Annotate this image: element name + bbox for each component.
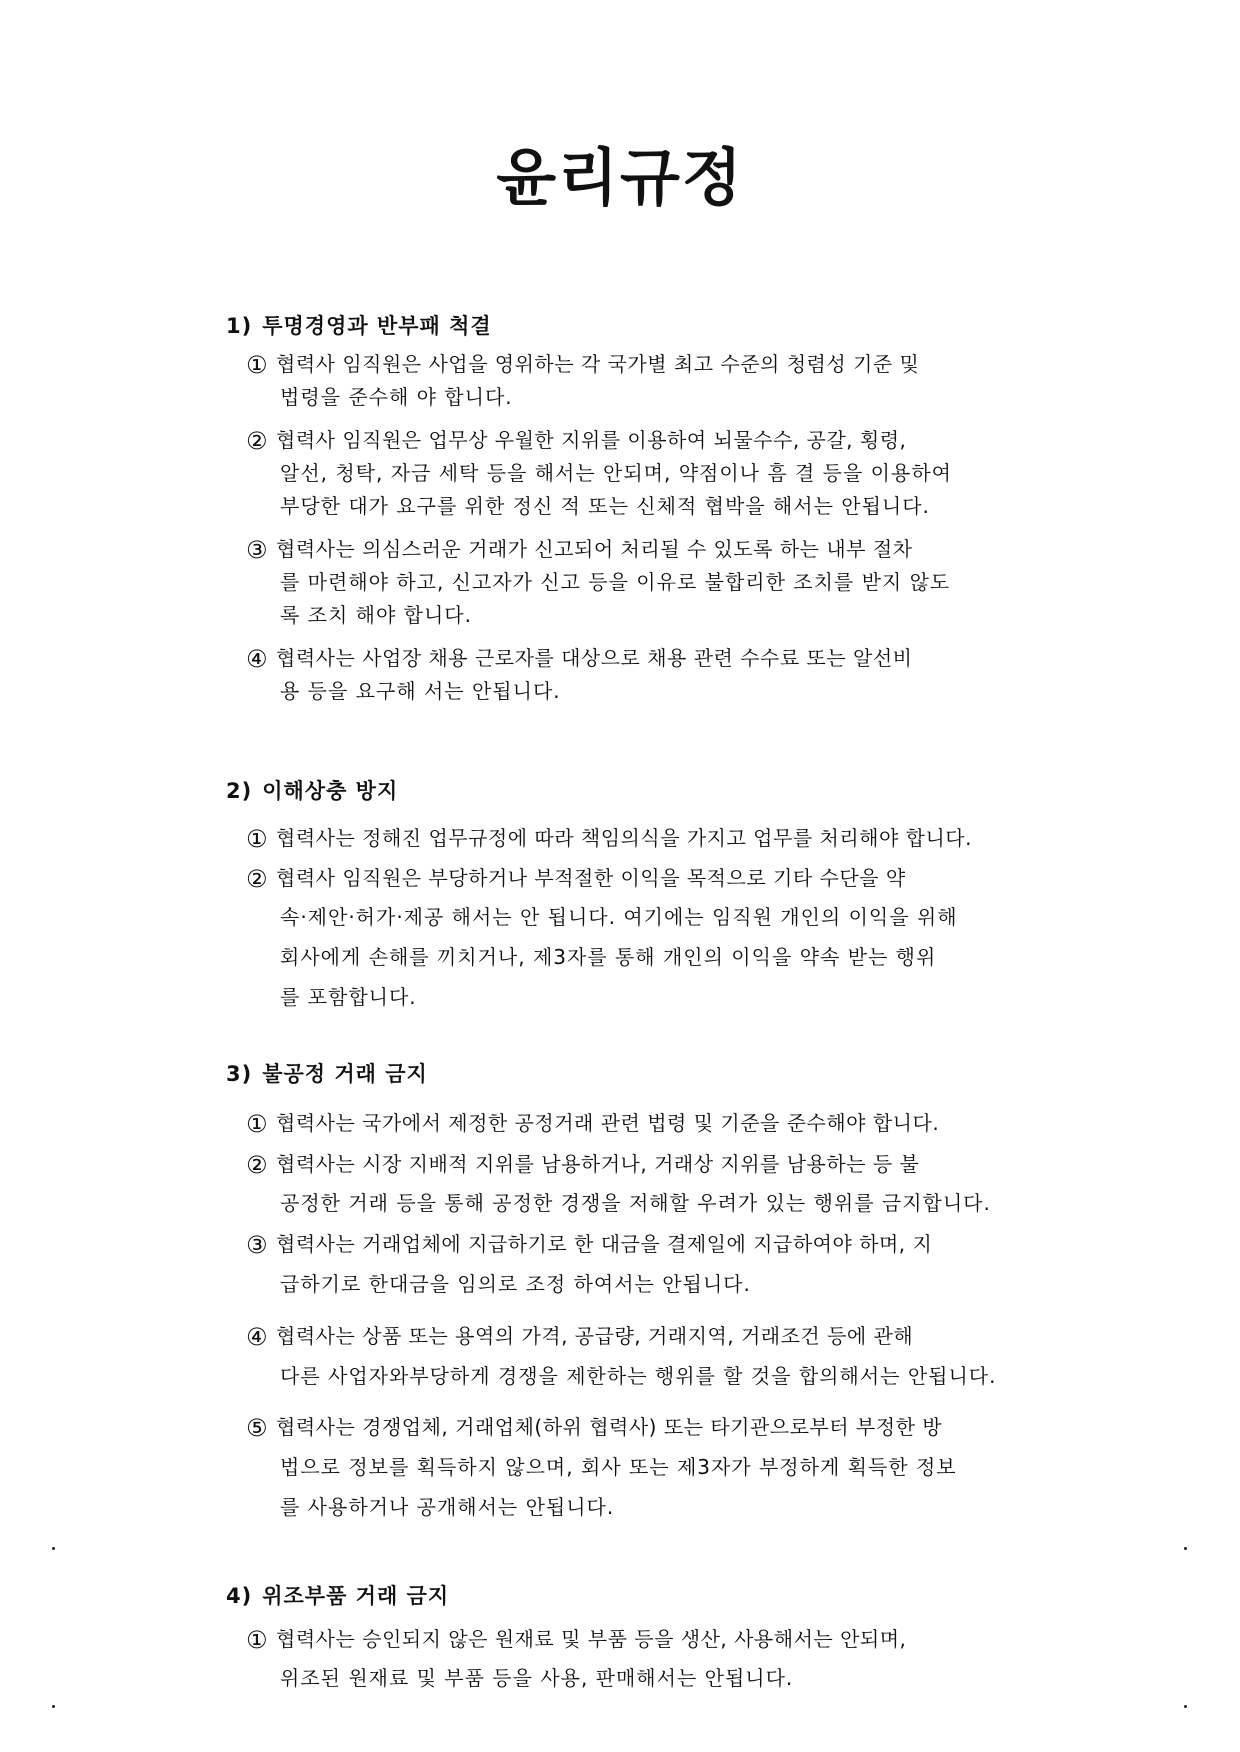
item-marker: ④ xyxy=(246,645,269,673)
section-title: 이해상충 방지 xyxy=(262,778,399,803)
section-number: 4) xyxy=(226,1584,253,1608)
item-marker: ② xyxy=(246,865,269,893)
item-line: 다른 사업자와부당하게 경쟁을 제한하는 행위를 할 것을 합의해서는 안됩니다. xyxy=(280,1364,997,1388)
item-marker: ② xyxy=(246,1151,269,1179)
list-item xyxy=(246,1320,1036,1351)
item-marker: ④ xyxy=(246,1323,269,1351)
item-marker: ① xyxy=(246,825,269,853)
item-line: 법령을 준수해 야 합니다. xyxy=(280,385,513,409)
item-marker: ② xyxy=(246,427,269,455)
page-title: 윤리규정 xyxy=(496,141,744,214)
section-title: 위조부품 거래 금지 xyxy=(262,1583,450,1608)
list-item xyxy=(246,424,1036,455)
list-item xyxy=(246,642,1036,673)
corner-mark xyxy=(52,1705,55,1708)
item-line: 속·제안·허가·제공 해서는 안 됩니다. 여기에는 임직원 개인의 이익을 위해 xyxy=(280,905,958,929)
item-line: 협력사는 시장 지배적 지위를 남용하거나, 거래상 지위를 남용하는 등 불 xyxy=(276,1152,920,1176)
item-line: 협력사 임직원은 업무상 우월한 지위를 이용하여 뇌물수수, 공갈, 횡령, xyxy=(276,428,907,452)
list-item xyxy=(246,533,1036,564)
corner-mark xyxy=(52,1547,55,1550)
item-line: 협력사는 사업장 채용 근로자를 대상으로 채용 관련 수수료 또는 알선비 xyxy=(276,646,913,670)
item-line: 협력사는 정해진 업무규정에 따라 책임의식을 가지고 업무를 처리해야 합니다. xyxy=(276,826,972,850)
item-line: 공정한 거래 등을 통해 공정한 경쟁을 저해할 우려가 있는 행위를 금지합니다. xyxy=(280,1191,991,1215)
item-line: 법으로 정보를 획득하지 않으며, 회사 또는 제3자가 부정하게 획득한 정보 xyxy=(280,1455,957,1479)
list-item xyxy=(246,1107,1036,1138)
item-marker: ① xyxy=(246,1626,269,1654)
item-line: 협력사는 경쟁업체, 거래업체(하위 협력사) 또는 타기관으로부터 부정한 방 xyxy=(276,1415,943,1439)
list-item xyxy=(246,862,1036,893)
item-marker: ③ xyxy=(246,1231,269,1259)
section-heading-2 xyxy=(226,775,398,805)
section-heading-4 xyxy=(226,1580,449,1610)
item-line: 부당한 대가 요구를 위한 정신 적 또는 신체적 협박을 해서는 안됩니다. xyxy=(280,494,930,518)
item-line: 를 마련해야 하고, 신고자가 신고 등을 이유로 불합리한 조치를 받지 않도 xyxy=(280,570,951,594)
section-number: 3) xyxy=(226,1062,253,1086)
item-line: 위조된 원재료 및 부품 등을 사용, 판매해서는 안됩니다. xyxy=(280,1666,794,1690)
corner-mark xyxy=(1184,1705,1187,1708)
section-title: 투명경영과 반부패 척결 xyxy=(262,313,492,338)
item-line: 협력사는 상품 또는 용역의 가격, 공급량, 거래지역, 거래조건 등에 관해 xyxy=(276,1324,914,1348)
item-line: 협력사는 국가에서 제정한 공정거래 관련 법령 및 기준을 준수해야 합니다. xyxy=(276,1111,940,1135)
section-heading-3 xyxy=(226,1058,428,1088)
item-line: 회사에게 손해를 끼치거나, 제3자를 통해 개인의 이익을 약속 받는 행위 xyxy=(280,945,937,969)
item-line: 협력사 임직원은 사업을 영위하는 각 국가별 최고 수준의 청렴성 기준 및 xyxy=(276,352,920,376)
item-line: 를 포함합니다. xyxy=(280,985,417,1009)
section-number: 1) xyxy=(226,314,253,338)
item-line: 알선, 청탁, 자금 세탁 등을 해서는 안되며, 약점이나 흠 결 등을 이용하여 xyxy=(280,461,952,485)
list-item xyxy=(246,1228,1036,1259)
list-item xyxy=(246,1148,1036,1179)
list-item xyxy=(246,348,1036,379)
section-title: 불공정 거래 금지 xyxy=(262,1061,428,1086)
item-marker: ⑤ xyxy=(246,1414,269,1442)
item-marker: ③ xyxy=(246,536,269,564)
list-item xyxy=(246,1623,1036,1654)
item-line: 급하기로 한대금을 임의로 조정 하여서는 안됩니다. xyxy=(280,1272,751,1296)
section-heading-1 xyxy=(226,310,492,340)
item-marker: ① xyxy=(246,1110,269,1138)
item-marker: ① xyxy=(246,351,269,379)
list-item xyxy=(246,822,1036,853)
item-line: 용 등을 요구해 서는 안됩니다. xyxy=(280,679,561,703)
item-line: 협력사 임직원은 부당하거나 부적절한 이익을 목적으로 기타 수단을 약 xyxy=(276,866,906,890)
list-item xyxy=(246,1411,1036,1442)
item-line: 협력사는 의심스러운 거래가 신고되어 처리될 수 있도록 하는 내부 절차 xyxy=(276,537,913,561)
item-line: 협력사는 승인되지 않은 원재료 및 부품 등을 생산, 사용해서는 안되며, xyxy=(276,1627,907,1651)
item-line: 록 조치 해야 합니다. xyxy=(280,603,472,627)
item-line: 를 사용하거나 공개해서는 안됩니다. xyxy=(280,1495,615,1519)
corner-mark xyxy=(1184,1547,1187,1550)
section-number: 2) xyxy=(226,779,253,803)
item-line: 협력사는 거래업체에 지급하기로 한 대금을 결제일에 지급하여야 하며, 지 xyxy=(276,1232,933,1256)
